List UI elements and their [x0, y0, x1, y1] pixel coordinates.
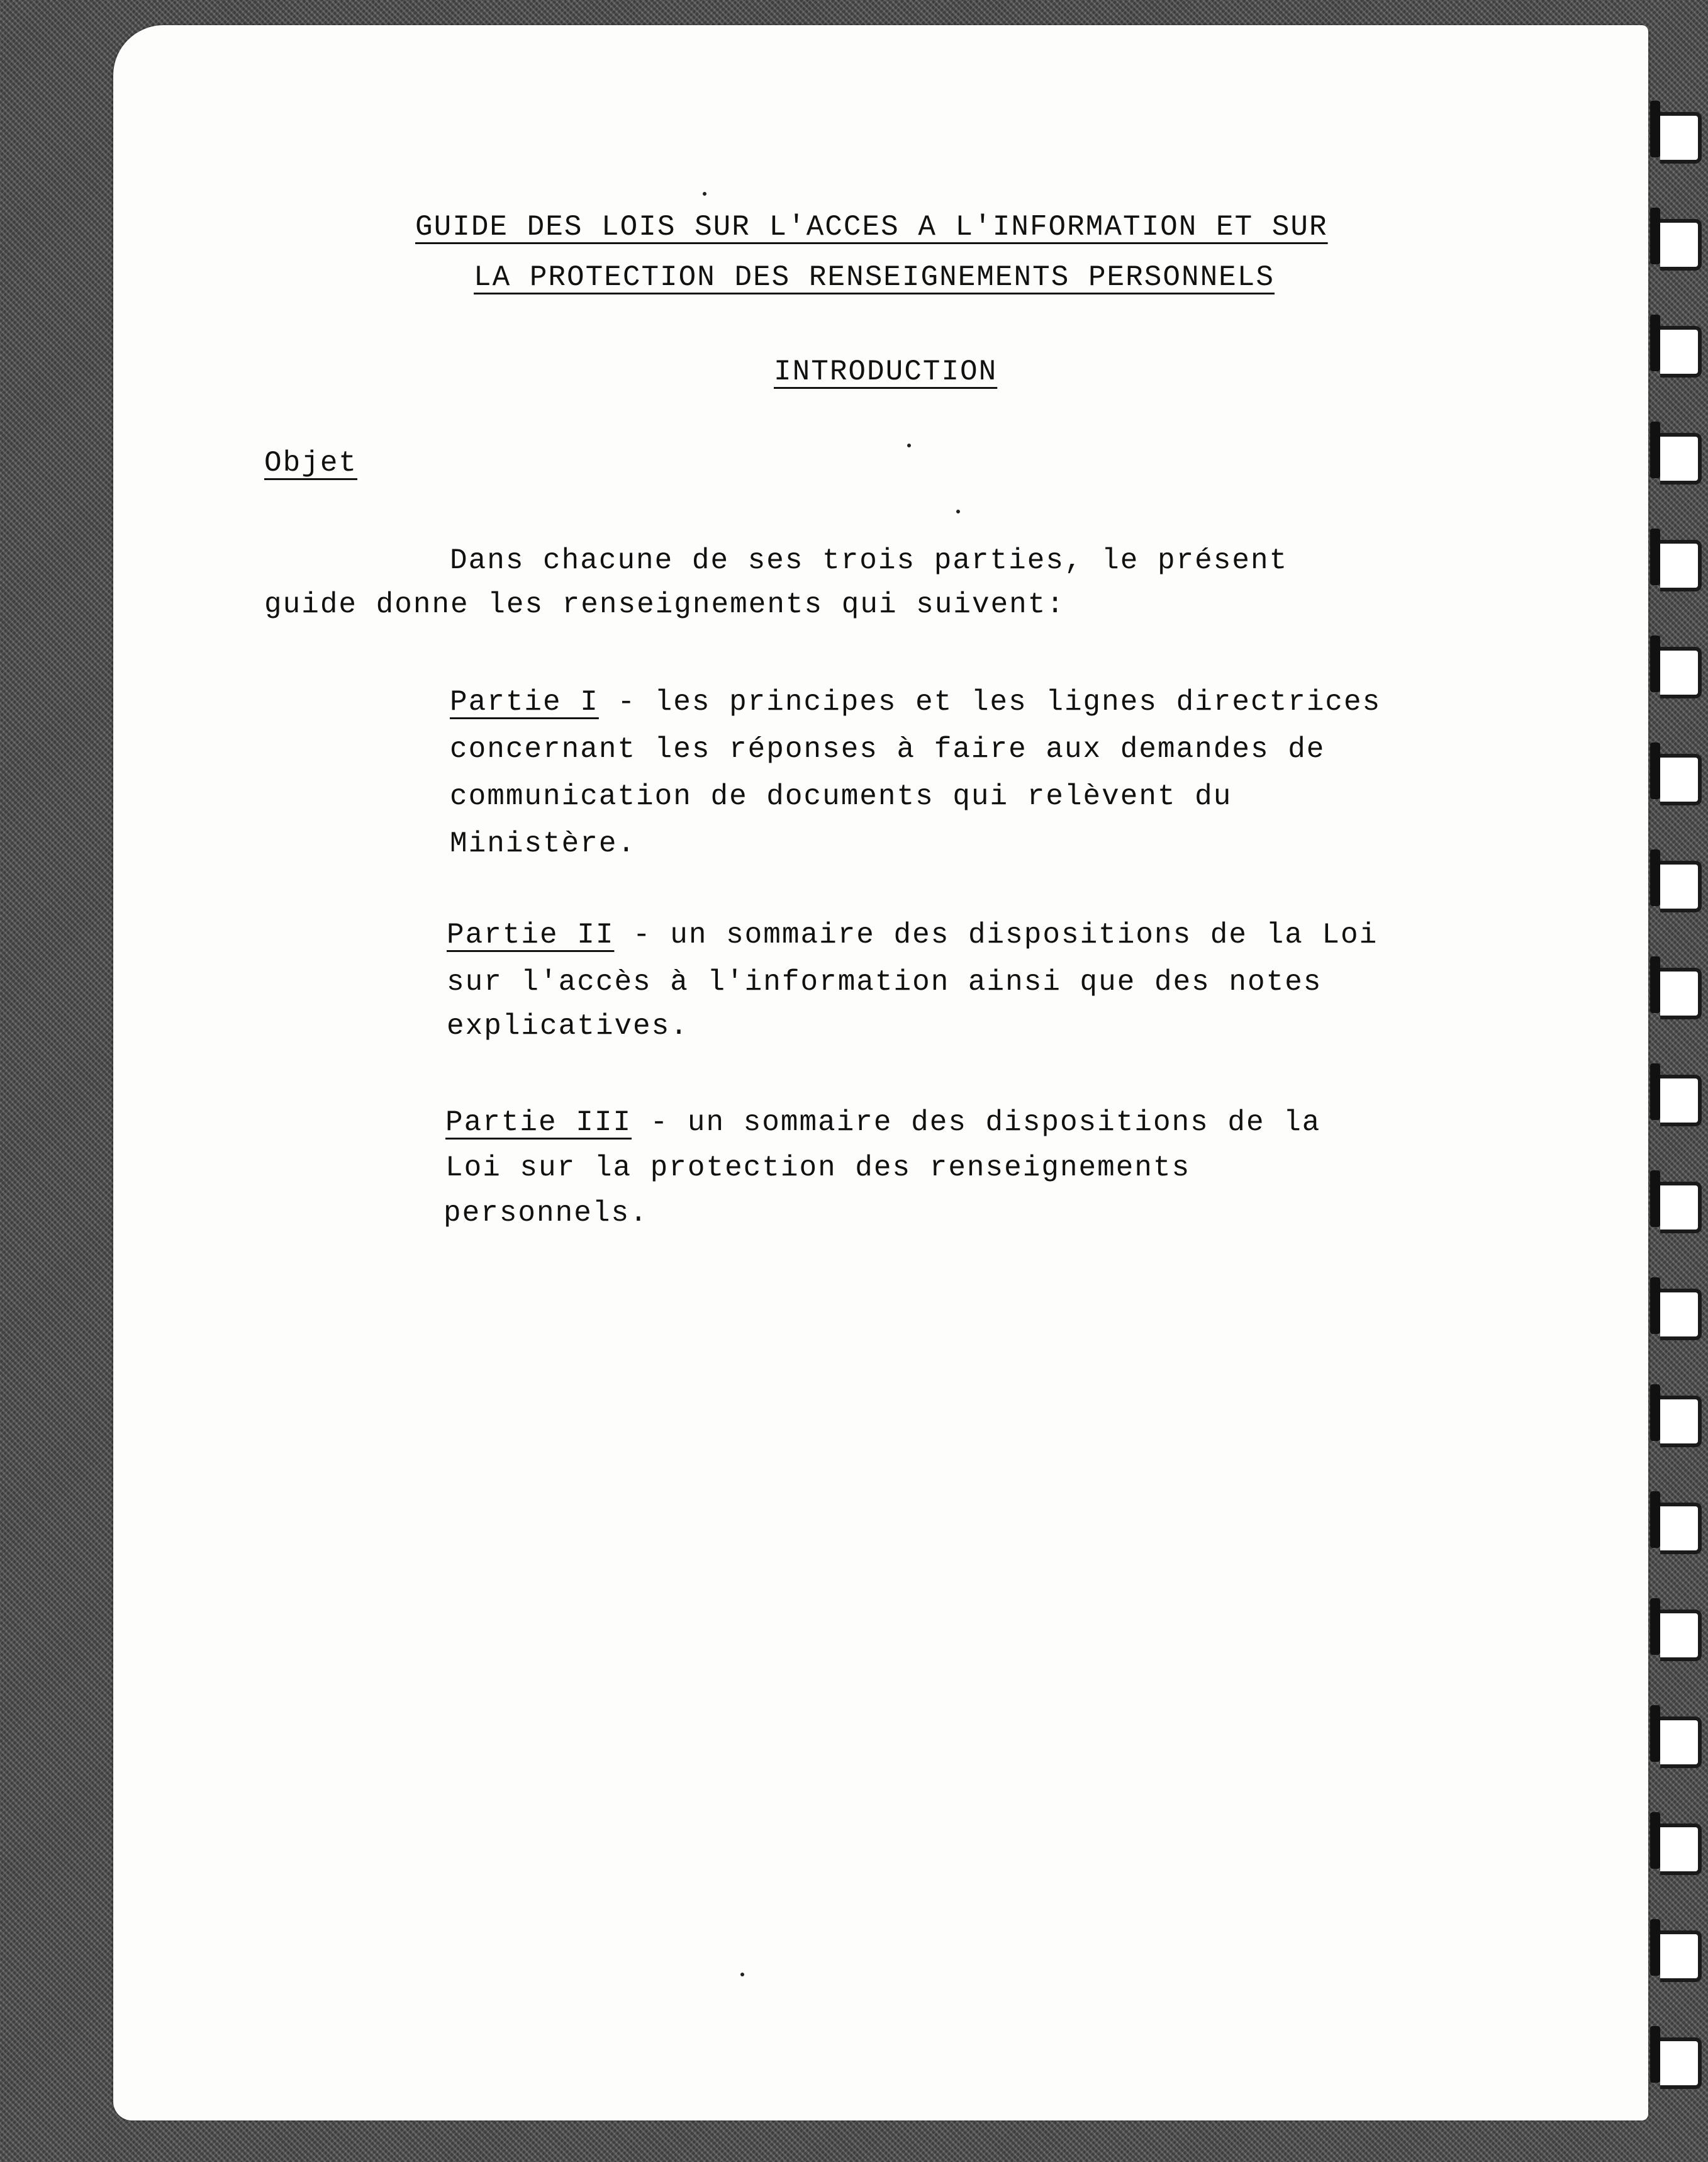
part-3-description-start: - un sommaire des dispositions de la — [632, 1106, 1321, 1139]
section-title-objet: Objet — [264, 447, 358, 479]
binding-coil — [1639, 208, 1702, 264]
part-3-label: Partie III — [445, 1106, 632, 1139]
binding-coil — [1639, 636, 1702, 692]
speck — [956, 510, 960, 513]
speck — [703, 192, 706, 196]
title-line-2: LA PROTECTION DES RENSEIGNEMENTS PERSONNELS — [474, 261, 1275, 294]
part-2-line-2: sur l'accès à l'information ainsi que des notes — [447, 966, 1322, 999]
binding-coil — [1639, 1063, 1702, 1120]
title-line-1: GUIDE DES LOIS SUR L'ACCES A L'INFORMATION ET SUR — [415, 211, 1328, 244]
part-1-line-3: communication de documents qui relèvent du — [450, 780, 1232, 813]
heading-introduction: INTRODUCTION — [774, 356, 998, 388]
intro-paragraph-line-1: Dans chacune de ses trois parties, le présent — [450, 544, 1288, 577]
intro-paragraph-line-2: guide donne les renseignements qui suivent: — [264, 588, 1065, 621]
binding-coil — [1639, 956, 1702, 1013]
binding-coil — [1639, 2026, 1702, 2083]
binding-coil — [1639, 1812, 1702, 1869]
binding-coil — [1639, 1384, 1702, 1441]
part-2-label: Partie II — [447, 919, 615, 951]
spiral-binding — [1639, 25, 1708, 2133]
binding-coil — [1639, 1919, 1702, 1976]
binding-coil — [1639, 529, 1702, 585]
binding-coil — [1639, 742, 1702, 799]
part-1-description-start: - les principes et les lignes directrices — [598, 686, 1381, 719]
part-3-line-1 — [445, 1106, 1320, 1139]
part-2-description-start: - un sommaire des dispositions de la Loi — [614, 919, 1378, 951]
document-page — [113, 25, 1648, 2120]
binding-coil — [1639, 315, 1702, 371]
part-1-label: Partie I — [450, 686, 599, 719]
part-3-line-3: personnels. — [444, 1197, 649, 1229]
part-2-line-3: explicatives. — [447, 1010, 689, 1043]
part-1-line-1 — [450, 686, 1381, 719]
binding-coil — [1639, 849, 1702, 906]
binding-coil — [1639, 1491, 1702, 1548]
speck — [907, 444, 911, 447]
part-3-line-2: Loi sur la protection des renseignements — [445, 1151, 1191, 1184]
binding-coil — [1639, 1170, 1702, 1227]
binding-coil — [1639, 1277, 1702, 1334]
binding-coil — [1639, 1705, 1702, 1762]
part-1-line-2: concernant les réponses à faire aux demandes de — [450, 733, 1326, 766]
binding-coil — [1639, 101, 1702, 157]
part-2-line-1 — [447, 919, 1378, 951]
binding-coil — [1639, 422, 1702, 478]
binding-coil — [1639, 1598, 1702, 1655]
speck — [740, 1973, 744, 1976]
part-1-line-4: Ministère. — [450, 827, 637, 860]
